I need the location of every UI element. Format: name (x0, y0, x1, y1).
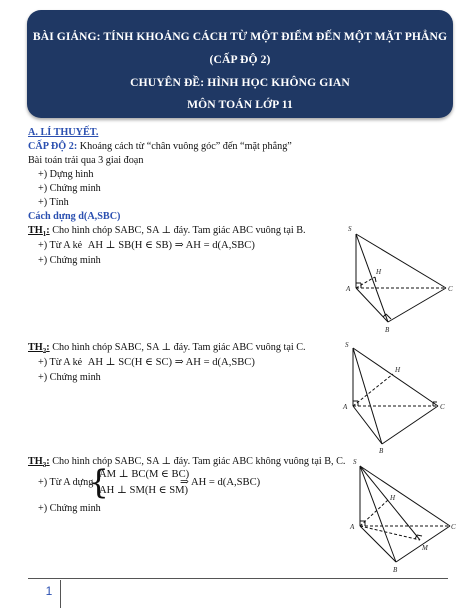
edge-ab (360, 526, 396, 562)
case1-text: Cho hình chóp SABC, SA ⊥ đáy. Tam giác ABC vuông tại B. (52, 225, 306, 236)
page-number: 1 (45, 584, 53, 598)
case3-label: $TH_3$: (28, 456, 50, 470)
case1-math: AH ⊥ SB(H ∈ SB) ⇒ AH = d(A,SBC) (87, 240, 255, 251)
fig3-label-s: S (353, 458, 357, 466)
segment-ah (353, 374, 393, 406)
edge-ab (353, 406, 382, 444)
fig2-label-c: C (440, 403, 445, 411)
case3-text: Cho hình chóp SABC, SA ⊥ đáy. Tam giác ABC không vuông tại B, C. (52, 456, 346, 467)
banner-title-line1: BÀI GIẢNG: TÍNH KHOẢNG CÁCH TỪ MỘT ĐIỂM ĐẾN MỘT MẶT PHẲNG (32, 30, 448, 43)
title-banner (27, 10, 453, 118)
step-construct: +) Dựng hình (38, 169, 94, 180)
case2-text: Cho hình chóp SABC, SA ⊥ đáy. Tam giác ABC vuông tại C. (52, 342, 306, 353)
banner-subject: MÔN TOÁN LỚP 11 (187, 98, 293, 111)
edge-sc (353, 348, 438, 406)
case2-proof: +) Chứng minh (38, 372, 101, 383)
edge-sb (360, 466, 396, 562)
pyramid-figure-case2 (338, 340, 456, 455)
case3-math: ⇒ AH = d(A,SBC) (180, 477, 261, 488)
step-prove: +) Chứng minh (38, 183, 101, 194)
case3-system-line2: AH ⊥ SM(H ∈ SM) (99, 485, 189, 496)
fig1-label-h: H (376, 268, 382, 276)
case3-system-line1: AM ⊥ BC(M ∈ BC) (99, 469, 190, 480)
case2-label: $TH_2$: (28, 342, 50, 356)
level-line (28, 141, 292, 153)
fig2-label-a: A (343, 403, 348, 411)
level-label: CẤP ĐỘ 2: (28, 141, 78, 152)
case1-label: $TH_1$: (28, 225, 50, 239)
case2-statement (28, 342, 306, 357)
fig2-label-b: B (379, 447, 384, 455)
pyramid-figure-case1 (338, 222, 456, 334)
fig1-label-s: S (348, 225, 352, 233)
fig2-label-s: S (345, 341, 349, 349)
theory-heading: A. LÍ THUYẾT. (28, 127, 99, 138)
segment-am (360, 526, 420, 540)
intro-text: Bài toán trải qua 3 giai đoạn (28, 155, 144, 166)
case1-statement (28, 225, 306, 240)
edge-sm (360, 466, 420, 540)
level-text: Khoảng cách từ “chân vuông góc” đến “mặt phẳng” (79, 141, 292, 152)
case3-proof: +) Chứng minh (38, 503, 101, 514)
case2-step (38, 357, 255, 369)
banner-title-line2: (CẤP ĐỘ 2) (209, 53, 271, 66)
method-heading: Cách dựng d(A,SBC) (28, 211, 121, 222)
fig3-label-a: A (350, 523, 355, 531)
case2-math: AH ⊥ SC(H ∈ SC) ⇒ AH = d(A,SBC) (87, 357, 255, 368)
fig2-label-h: H (395, 366, 401, 374)
page-number-separator (60, 580, 61, 608)
fig1-label-a: A (346, 285, 351, 293)
edge-bc (382, 406, 438, 444)
edge-sb (353, 348, 382, 444)
case3-step-prefix: +) Từ A dựng (38, 477, 94, 488)
case2-step-prefix: +) Từ A kẻ (38, 357, 83, 368)
fig3-label-m: M (422, 544, 428, 552)
case1-proof: +) Chứng minh (38, 255, 101, 266)
step-compute: +) Tính (38, 197, 69, 208)
fig1-label-c: C (448, 285, 453, 293)
case1-step-prefix: +) Từ A kẻ (38, 240, 83, 251)
edge-sc (360, 466, 450, 526)
case1-step (38, 240, 255, 252)
fig1-label-b: B (385, 326, 390, 334)
pyramid-figure-case3 (340, 456, 458, 576)
fig3-label-c: C (451, 523, 456, 531)
banner-topic: CHUYÊN ĐỀ: HÌNH HỌC KHÔNG GIAN (130, 76, 350, 89)
fig3-label-h: H (390, 494, 396, 502)
fig3-label-b: B (393, 566, 398, 574)
edge-sb (356, 234, 388, 322)
right-angle-mark-h (375, 277, 376, 282)
case3-brace: { (88, 462, 109, 501)
edge-bc (388, 288, 446, 322)
footer-divider (28, 578, 448, 579)
